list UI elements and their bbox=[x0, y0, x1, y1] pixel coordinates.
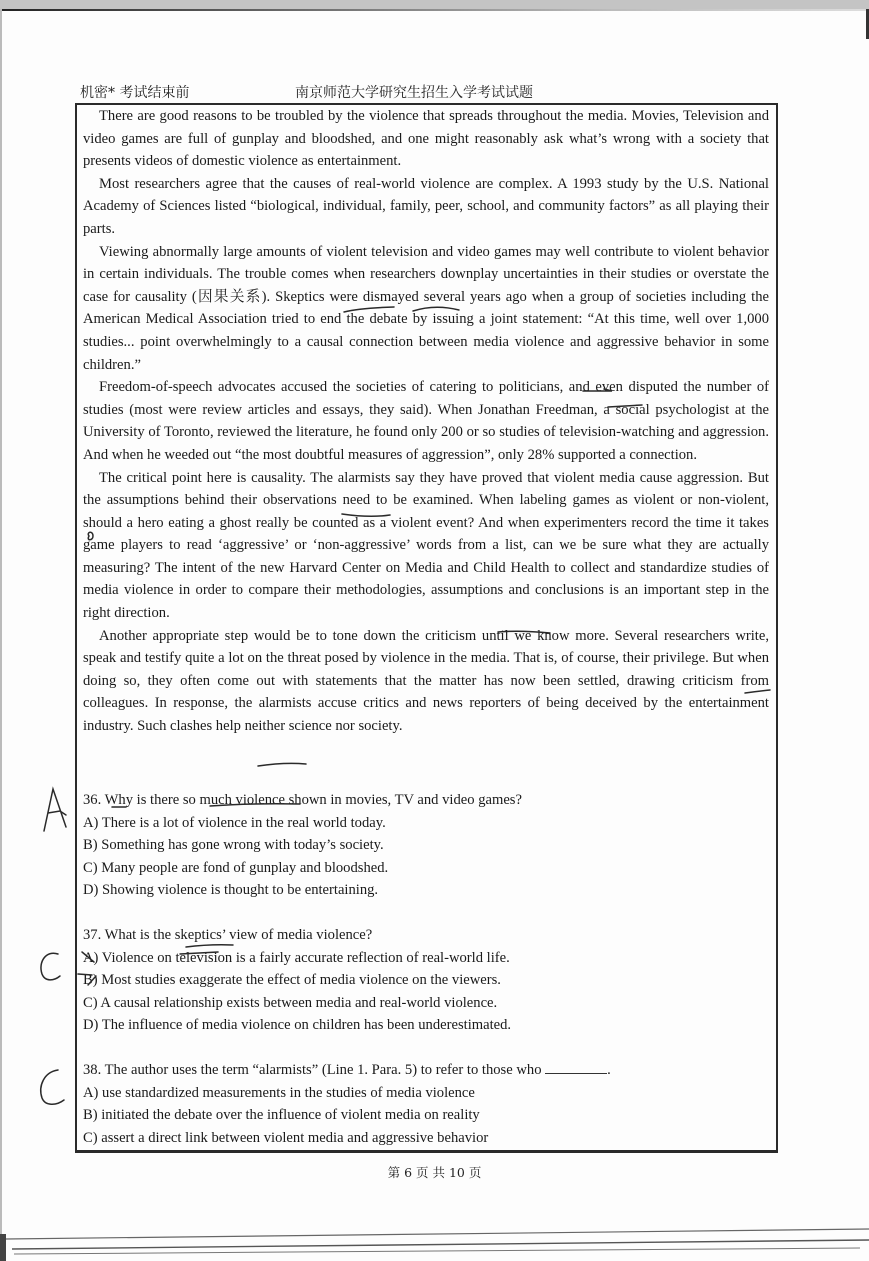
underline-clashes bbox=[258, 763, 306, 766]
question-stem: 37. What is the skeptics’ view of media violence? bbox=[83, 926, 373, 943]
underline-alarmists bbox=[342, 514, 390, 516]
exam-title: 南京师范大学研究生招生入学考试试题 bbox=[295, 85, 533, 101]
overline-disputed bbox=[583, 389, 612, 391]
underline-skeptics-q37 bbox=[186, 945, 233, 947]
underline-violence-shown bbox=[210, 804, 300, 806]
option-c: C) assert a direct link between violent media and aggressive behavior bbox=[83, 1129, 489, 1146]
mark-non-violent bbox=[88, 532, 93, 540]
option-d: D) Showing violence is thought to be entertaining. bbox=[83, 882, 379, 899]
paragraph-3: Viewing abnormally large amounts of violent television and video games may well contribute to violent behavior in certain individuals. The trouble comes when researchers downplay uncertainties in their studies or overstate the case for causality (因果关系). Skeptics were dismayed several years ago when a group of societies including the American Medical Association tried to end the debate by issuing a joint statement: “At this time, well over 1,000 studies... point overwhelmingly to a causal connection between media violence and aggressive behavior in some children.” bbox=[83, 243, 769, 373]
question-stem: 36. Why is there so much violence shown in movies, TV and video games? bbox=[83, 792, 522, 808]
overline-social bbox=[608, 405, 642, 407]
option-b: B) Most studies exaggerate the effect of media violence on the viewers. bbox=[83, 972, 501, 989]
overline-television bbox=[180, 952, 218, 954]
option-a: A) There is a lot of violence in the real world today. bbox=[83, 814, 386, 831]
page-footer: 第 6 页 共 10 页 bbox=[387, 1165, 482, 1180]
option-a: A) use standardized measurements in the studies of media violence bbox=[83, 1084, 475, 1101]
paragraph-1: There are good reasons to be troubled by the violence that spreads throughout the media. Movies, Television and video games are full of gunplay and bloodshed, and one might reasonably ask what’s wrong with a society that presents videos of domestic violence as entertainment. bbox=[83, 108, 769, 170]
underline-skeptics bbox=[344, 307, 394, 312]
confidential-label: 机密* 考试结束前 bbox=[80, 85, 190, 101]
underline-dismayed bbox=[413, 307, 459, 311]
strike-option-b bbox=[78, 974, 96, 985]
scanner-page-edge-bottom bbox=[0, 1224, 869, 1261]
strike-option-a bbox=[82, 952, 94, 962]
option-b: B) initiated the debate over the influence of violent media on reality bbox=[83, 1107, 480, 1124]
underline-but bbox=[745, 690, 770, 693]
option-d: D) The influence of media violence on children has been underestimated. bbox=[83, 1017, 512, 1034]
option-b: B) Something has gone wrong with today’s society. bbox=[83, 837, 384, 854]
paragraph-4: Freedom-of-speech advocates accused the societies of catering to politicians, and even disputed the number of studies (most were review articles and essays, they said). When Jonathan Freedman, a social psychologist at the University of Toronto, reviewed the literature, he found only 200 or so studies of television-watching and aggression. And when he weeded out “the most doubtful measures of aggression”, only 28% supported a connection. bbox=[83, 379, 769, 463]
option-c: C) Many people are fond of gunplay and bloodshed. bbox=[83, 859, 389, 876]
underline-methodologies bbox=[498, 631, 550, 633]
option-a: A) Violence on television is a fairly accurate reflection of real-world life. bbox=[83, 949, 510, 966]
paragraph-5: The critical point here is causality. The alarmists say they have proved that violent media cause aggression. But the assumptions behind their observations need to be examined. When labeling games as violent or non-violent, should a hero eating a ghost really be counted as a violent event? And when experimenters record the time it takes game players to read ‘aggressive’ or ‘non-aggressive’ words from a list, can we be sure what they are actually measuring? The intent of the new Harvard Center on Media and Child Health to collect and standardize studies of media violence in order to compare their methodologies, assumptions and conclusions is an important step in the right direction. bbox=[83, 469, 769, 622]
question-stem-end: . bbox=[607, 1061, 611, 1078]
paragraph-2: Most researchers agree that the causes of real-world violence are complex. A 1993 study by the U.S. National Academy of Sciences listed “biological, individual, family, peer, school, and community factors” as all playing their parts. bbox=[83, 175, 769, 237]
option-c: C) A causal relationship exists between media and real-world violence. bbox=[83, 994, 498, 1011]
paragraph-6: Another appropriate step would be to tone down the criticism until we know more. Several researchers write, speak and testify quite a lot on the threat posed by violence in the media. That is, of course, their privilege. But when doing so, they often come out with statements that the matter has now been settled, drawing criticism from colleagues. In response, the alarmists accuse critics and news reporters of being deceived by the entertainment industry. Such clashes help neither science nor society. bbox=[83, 627, 769, 735]
question-stem-text: 38. The author uses the term “alarmists” (Line 1. Para. 5) to refer to those who bbox=[83, 1061, 542, 1078]
